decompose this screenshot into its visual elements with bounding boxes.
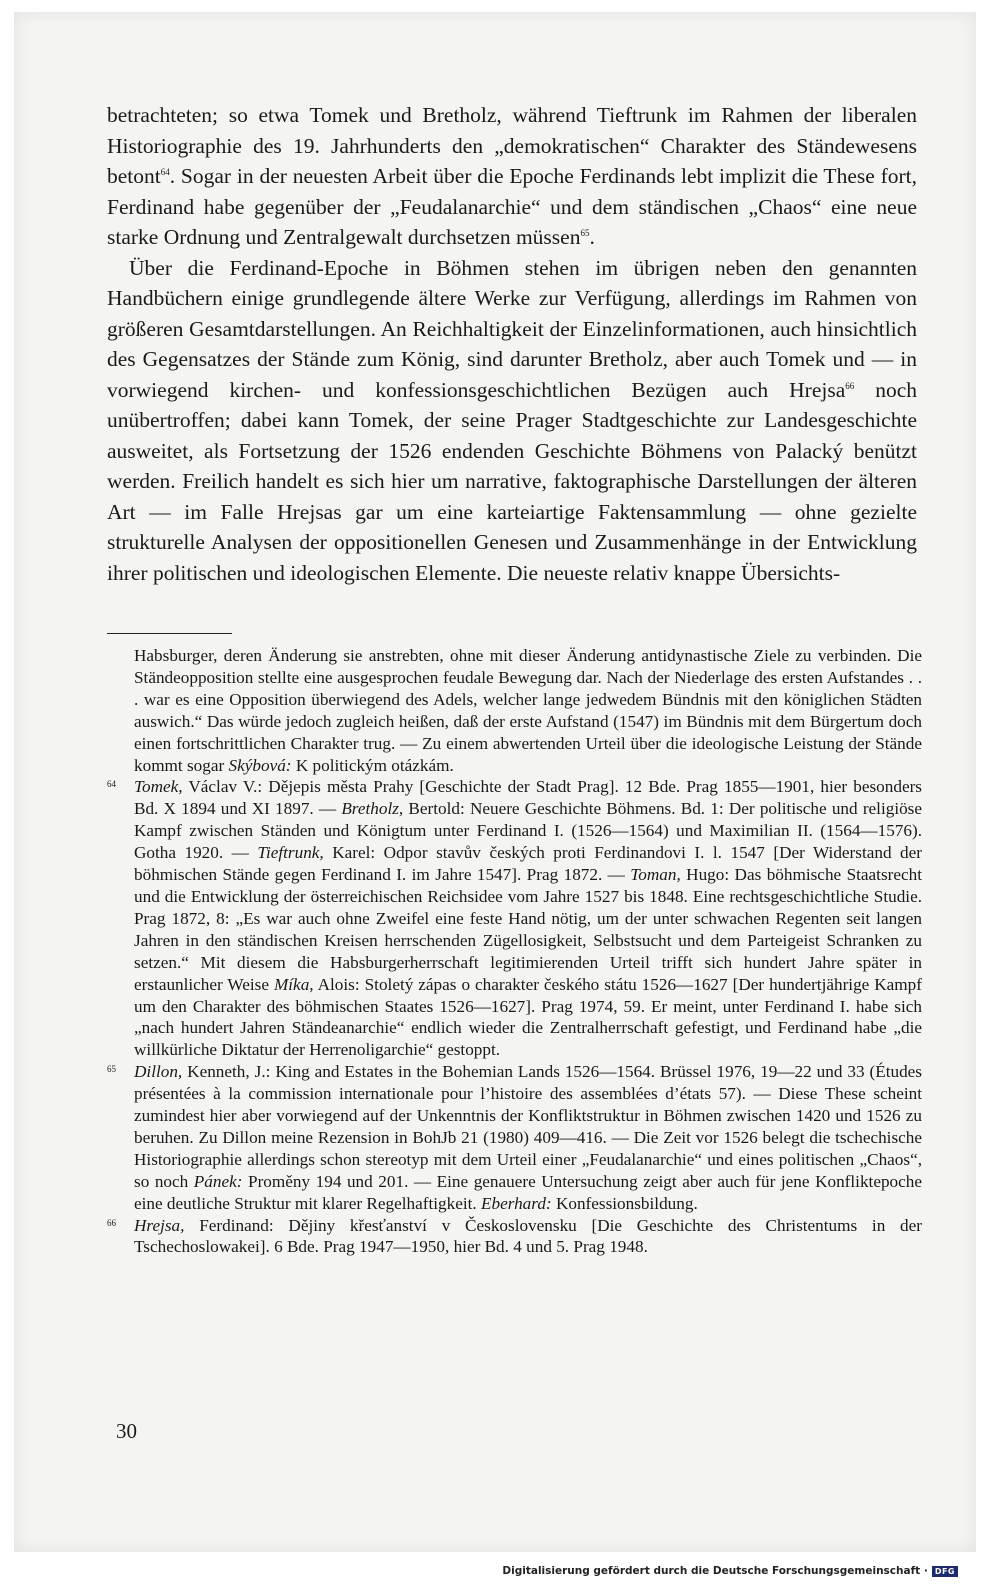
footnote-ref-64: 64 (160, 167, 170, 177)
footnote-number: 65 (107, 1064, 116, 1075)
dfg-logo: DFG (932, 1566, 958, 1577)
main-text (107, 100, 917, 588)
credit-text: Digitalisierung gefördert durch die Deutsche Forschungsgemeinschaft · (502, 1565, 928, 1577)
footnote-number: 66 (107, 1217, 116, 1228)
footnotes (107, 645, 922, 1258)
footnote-ref-65: 65 (580, 228, 590, 238)
page-number: 30 (116, 1419, 137, 1443)
footnote-66: 66 Hrejsa, Ferdinand: Dějiny křesťanství v Československu [Die Geschichte des Christentums in der Tschechoslowakei]. 6 Bde. Prag 1947—1950, hier Bd. 4 und 5. Prag 1948. (107, 1215, 922, 1257)
paragraph-2: Über die Ferdinand-Epoche in Böhmen stehen im übrigen neben den genannten Handbüchern einige grundlegende ältere Werke zur Verfügung, allerdings im Rahmen von größeren Gesamtdarstellungen. An Reichhaltigkeit der Einzelinformationen, auch hinsichtlich des Gegensatzes der Stände zum König, sind darunter Bretholz, aber auch Tomek und — in vorwiegend kirchen- und konfessionsgeschichtlichen Bezügen auch Hrejsa$^{66}$ noch unübertroffen; dabei kann Tomek, der seine Prager Stadtgeschichte zur Landesgeschichte ausweitet, als Fortsetzung der 1526 endenden Geschichte Böhmens von Palacký benützt werden. Freilich handelt es sich hier um narrative, faktographische Darstellungen der älteren Art — im Falle Hrejsas gar um eine karteiartige Faktensammlung — ohne gezielte strukturelle Analysen der oppositionellen Genesen und Zusammenhänge in der Entwicklung ihrer politischen und ideologischen Elemente. Die neueste relativ knappe Übersichts- (107, 255, 917, 585)
paragraph-1: betrachteten; so etwa Tomek und Bretholz, während Tieftrunk im Rahmen der liberalen Historiographie des 19. Jahrhunderts den „demokratischen“ Charakter des Ständewesens betont$^{64}$. Sogar in der neuesten Arbeit über die Epoche Ferdinands lebt implizit die These fort, Ferdinand habe gegenüber der „Feudalanarchie“ und dem ständischen „Chaos“ eine neue starke Ordnung und Zentralgewalt durchsetzen müssen$^{65}$. (107, 103, 917, 249)
footnote-64: 64 Tomek, Václav V.: Dějepis města Prahy [Geschichte der Stadt Prag]. 12 Bde. Prag 1855—1901, hier besonders Bd. X 1894 und XI 1897. — Bretholz, Bertold: Neuere Geschichte Böhmens. Bd. 1: Der politische und religiöse Kampf zwischen Ständen und Königtum unter Ferdinand I. (1526—1564) und Maximilian II. (1564—1576). Gotha 1920. — Tieftrunk, Karel: Odpor stavův českých proti Ferdinandovi I. l. 1547 [Der Widerstand der böhmischen Stände gegen Ferdinand I. im Jahre 1547]. Prag 1872. — Toman, Hugo: Das böhmische Staatsrecht und die Entwicklung der österreichischen Reichsidee vom Jahre 1527 bis 1848. Eine rechtsgeschichtliche Studie. Prag 1872, 8: „Es war auch ohne Zweifel eine feste Hand nötig, um der unter schwachen Regenten seit langen Jahren in den ständischen Kreisen herrschenden Zügellosigkeit, Selbstsucht und dem Parteigeist Schranken zu setzen.“ Mit diesem die Habsburgerherrschaft legitimierenden Urteil trifft sich hundert Jahre später in erstaunlicher Weise Míka, Alois: Stoletý zápas o charakter českého státu 1526—1627 [Der hundertjährige Kampf um den Charakter des böhmischen Staates 1526—1627]. Prag 1974, 59. Er meint, unter Ferdinand I. habe sich „nach hundert Jahren Ständeanarchie“ endlich wieder die Zentralherrschaft gefestigt, und Ferdinand habe „die willkürliche Diktatur der Herrenoligarchie“ gestoppt. (107, 777, 923, 1060)
footnote-65: 65 Dillon, Kenneth, J.: King and Estates in the Bohemian Lands 1526—1564. Brüssel 1976, 19—22 und 33 (Études présentées à la commission internationale pour l’histoire des assemblées d’états 57). — Diese These scheint zumindest hier aber vorwiegend auf der Unkenntnis der Konfliktstruktur in Böhmen zwischen 1420 und 1526 zu beruhen. Zu Dillon meine Rezension in BohJb 21 (1980) 409—416. — Die Zeit vor 1526 belegt die tschechische Historiographie allerdings schon stereotyp mit dem Urteil einer „Feudalanarchie“ und eines politischen „Chaos“, so noch Pánek: Proměny 194 und 201. — Eine genauere Untersuchung zeigt aber auch für jene Konfliktepoche eine deutliche Struktur mit klarer Regelhaftigkeit. Eberhard: Konfessionsbildung. (107, 1062, 922, 1213)
footnote-continued: Habsburger, deren Änderung sie anstrebten, ohne mit dieser Änderung antidynastische Ziele zu verbinden. Die Ständeopposition stellte eine ausgesprochen feudale Bewegung dar. Nach der Niederlage des ersten Aufstandes . . . war es eine Opposition überwiegend des Adels, welcher lange jedwedem Bündnis mit den königlichen Städten auswich.“ Das würde jedoch zugleich heißen, daß der erste Aufstand (1547) im Bündnis mit dem Bürgertum doch einen fortschrittlichen Charakter trug. — Zu einem abwertenden Urteil über die ideologische Leistung der Stände kommt sogar Skýbová: K politickým otázkám. (134, 646, 922, 775)
digitization-credit (502, 1565, 958, 1577)
footnote-number: 64 (107, 779, 116, 790)
footnote-separator (107, 633, 232, 634)
footnote-ref-66: 66 (845, 380, 855, 391)
